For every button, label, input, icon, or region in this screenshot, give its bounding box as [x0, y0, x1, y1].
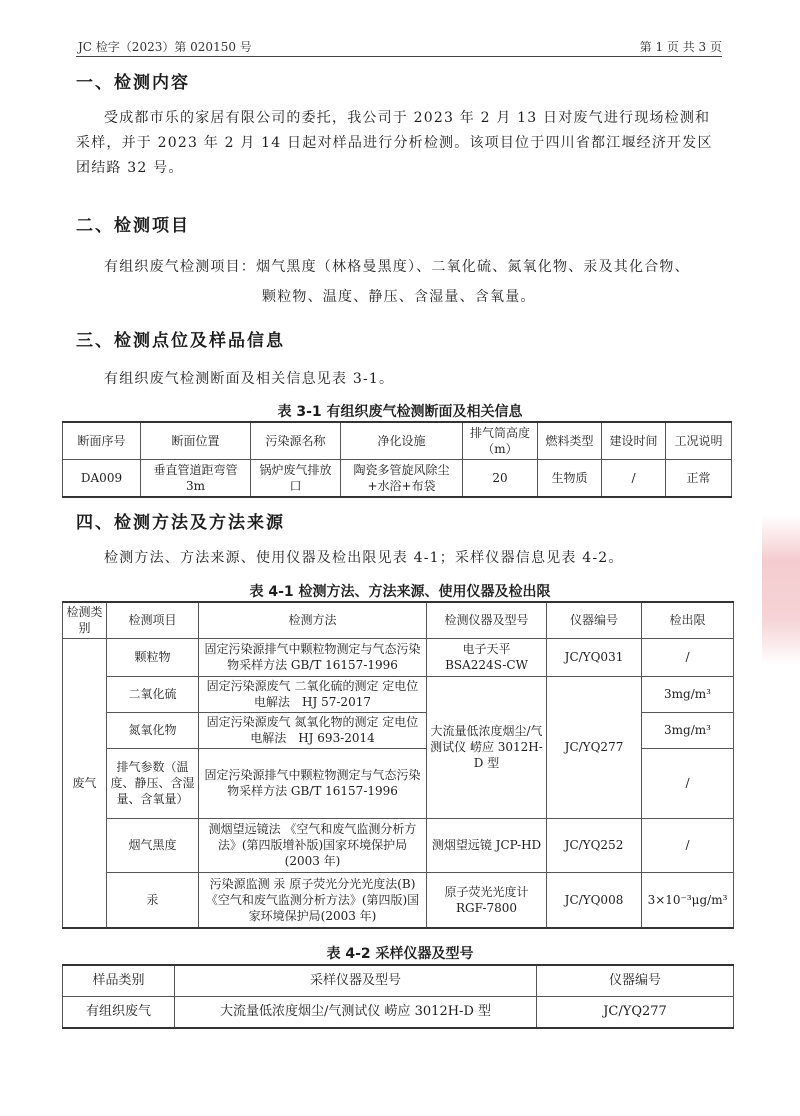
header-rule: [76, 56, 722, 57]
table-header-cell: 燃料类型: [538, 422, 602, 460]
table-cell: 正常: [666, 460, 732, 498]
table-header-cell: 检测仪器及型号: [427, 602, 547, 638]
table-header-cell: 检测类别: [63, 602, 107, 638]
limit-cell: 3mg/m³: [642, 712, 734, 748]
code-cell: JC/YQ277: [547, 676, 642, 818]
section-3-paragraph: 有组织废气检测断面及相关信息见表 3-1。: [104, 371, 395, 387]
page-number: 第 1 页 共 3 页: [639, 40, 722, 54]
section-4-title: 四、检测方法及方法来源: [76, 513, 285, 533]
item-cell: 氮氧化物: [107, 712, 199, 748]
table-cell: 生物质: [538, 460, 602, 498]
table-header-cell: 检测项目: [107, 602, 199, 638]
item-cell: 二氧化硫: [107, 676, 199, 712]
table-header-cell: 断面位置: [141, 422, 251, 460]
table-header-cell: 检出限: [642, 602, 734, 638]
table-header-cell: 采样仪器及型号: [175, 965, 537, 997]
table-cell: 垂直管道距弯管 3m: [141, 460, 251, 498]
table-header-cell: 工况说明: [666, 422, 732, 460]
seal-stamp: [762, 515, 800, 665]
table-cell: /: [602, 460, 666, 498]
limit-cell: /: [642, 638, 734, 676]
limit-cell: /: [642, 818, 734, 872]
table-header-cell: 样品类别: [63, 965, 175, 997]
item-cell: 排气参数（温度、静压、含湿量、含氧量）: [107, 748, 199, 818]
table-row: [63, 997, 734, 1029]
table-cell: 锅炉废气排放口: [251, 460, 341, 498]
table-cell: DA009: [63, 460, 141, 498]
table-cell: 20: [463, 460, 538, 498]
table-4-2-header: [63, 965, 734, 997]
section-2-line-1: 有组织废气检测项目：烟气黑度（林格曼黑度）、二氧化硫、氮氧化物、汞及其化合物、: [104, 259, 690, 275]
section-1-paragraph: 受成都市乐的家居有限公司的委托，我公司于 2023 年 2 月 13 日对废气进行现场检测和采样，并于 2023 年 2 月 14 日起对样品进行分析检测。该项目位于四川省都江堰经济开发区团结路 32 号。: [76, 110, 713, 176]
table-3-1-caption: 表 3-1 有组织废气检测断面及相关信息: [277, 404, 523, 420]
table-row: [63, 872, 734, 928]
table-cell: 大流量低浓度烟尘/气测试仪 崂应 3012H-D 型: [175, 997, 537, 1029]
table-header-cell: 仪器编号: [537, 965, 734, 997]
instrument-cell: 大流量低浓度烟尘/气测试仪 崂应 3012H-D 型: [427, 676, 547, 818]
table-4-1-caption: 表 4-1 检测方法、方法来源、使用仪器及检出限: [249, 584, 551, 600]
code-cell: JC/YQ252: [547, 818, 642, 872]
table-4-2-caption: 表 4-2 采样仪器及型号: [326, 946, 474, 962]
section-3-title: 三、检测点位及样品信息: [76, 331, 285, 351]
table-cell: 陶瓷多管旋风除尘+水浴+布袋: [341, 460, 463, 498]
item-cell: 颗粒物: [107, 638, 199, 676]
limit-cell: 3×10⁻³μg/m³: [642, 872, 734, 928]
section-2-title: 二、检测项目: [76, 216, 190, 236]
table-header-cell: 仪器编号: [547, 602, 642, 638]
table-row: [63, 676, 734, 712]
method-cell: 固定污染源排气中颗粒物测定与气态污染物采样方法 GB/T 16157-1996: [199, 638, 427, 676]
item-cell: 烟气黑度: [107, 818, 199, 872]
instrument-cell: 测烟望远镜 JCP-HD: [427, 818, 547, 872]
instrument-cell: 电子天平 BSA224S-CW: [427, 638, 547, 676]
table-4-1: [62, 601, 734, 929]
instrument-cell: 原子荧光光度计 RGF-7800: [427, 872, 547, 928]
table-row: [63, 460, 732, 498]
item-cell: 汞: [107, 872, 199, 928]
method-cell: 固定污染源废气 二氧化硫的测定 定电位电解法 HJ 57-2017: [199, 676, 427, 712]
table-header-cell: 断面序号: [63, 422, 141, 460]
table-4-2: [62, 964, 734, 1029]
table-4-1-header: [63, 602, 734, 638]
table-header-cell: 污染源名称: [251, 422, 341, 460]
table-header-cell: 排气筒高度（m）: [463, 422, 538, 460]
code-cell: JC/YQ008: [547, 872, 642, 928]
method-cell: 固定污染源废气 氮氧化物的测定 定电位电解法 HJ 693-2014: [199, 712, 427, 748]
table-header-cell: 建设时间: [602, 422, 666, 460]
table-row: [63, 638, 734, 676]
section-2-line-2: 颗粒物、温度、静压、含湿量、含氧量。: [262, 289, 536, 305]
limit-cell: 3mg/m³: [642, 676, 734, 712]
table-3-1-header: [63, 422, 732, 460]
table-row: [63, 818, 734, 872]
table-cell: 有组织废气: [63, 997, 175, 1029]
category-cell: 废气: [63, 638, 107, 928]
method-cell: 污染源监测 汞 原子荧光分光光度法(B)《空气和废气监测分析方法》(第四版)国家环境保护局(2003 年): [199, 872, 427, 928]
method-cell: 测烟望远镜法 《空气和废气监测分析方法》(第四版增补版)国家环境保护局(2003 年): [199, 818, 427, 872]
table-3-1: [62, 421, 732, 498]
table-header-cell: 检测方法: [199, 602, 427, 638]
code-cell: JC/YQ031: [547, 638, 642, 676]
table-header-cell: 净化设施: [341, 422, 463, 460]
limit-cell: /: [642, 748, 734, 818]
section-1-title: 一、检测内容: [76, 73, 190, 93]
method-cell: 固定污染源排气中颗粒物测定与气态污染物采样方法 GB/T 16157-1996: [199, 748, 427, 818]
table-cell: JC/YQ277: [537, 997, 734, 1029]
section-4-paragraph: 检测方法、方法来源、使用仪器及检出限见表 4-1；采样仪器信息见表 4-2。: [104, 550, 624, 566]
page-header: [78, 36, 722, 54]
doc-number: JC 检字（2023）第 020150 号: [78, 40, 252, 54]
